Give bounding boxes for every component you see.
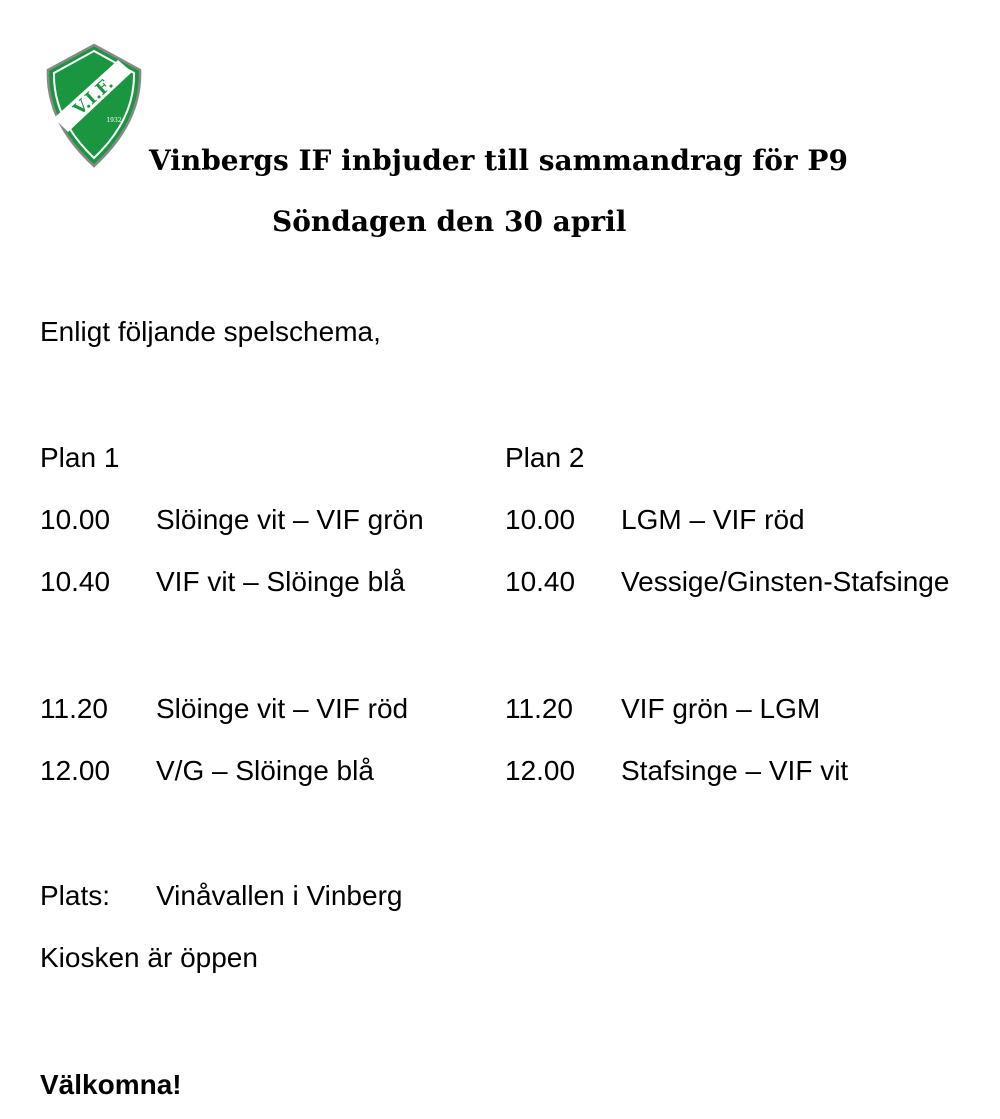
match-teams: VIF grön – LGM (621, 693, 821, 724)
welcome-text: Välkomna! (40, 1069, 182, 1100)
match-time: 10.40 (505, 566, 576, 597)
match-time: 10.00 (40, 504, 111, 535)
match-time: 12.00 (40, 755, 111, 786)
match-teams: Slöinge vit – VIF grön (156, 504, 424, 535)
document-title: Vinbergs IF inbjuder till sammandrag för P9 (149, 144, 848, 177)
match-time: 12.00 (505, 755, 576, 786)
intro-text: Enligt följande spelschema, (40, 316, 381, 347)
venue-value: Vinåvallen i Vinberg (156, 880, 403, 911)
match-teams: LGM – VIF röd (621, 504, 805, 535)
match-teams: VIF vit – Slöinge blå (156, 566, 406, 597)
plan-1-heading: Plan 1 (40, 442, 120, 473)
kiosk-note: Kiosken är öppen (40, 942, 258, 973)
match-teams: Stafsinge – VIF vit (621, 755, 849, 786)
match-time: 10.40 (40, 566, 111, 597)
match-time: 11.20 (505, 693, 573, 724)
match-teams: V/G – Slöinge blå (156, 755, 374, 786)
logo-letters: V.I.F. (69, 73, 118, 120)
venue-label: Plats: (40, 880, 111, 911)
match-time: 10.00 (505, 504, 576, 535)
match-time: 11.20 (40, 693, 108, 724)
match-teams: Slöinge vit – VIF röd (156, 693, 409, 724)
plan-2-heading: Plan 2 (505, 442, 585, 473)
event-date: Söndagen den 30 april (272, 205, 627, 238)
match-teams: Vessige/Ginsten-Stafsinge (621, 566, 950, 597)
club-logo (44, 42, 144, 170)
logo-year: 1932 (106, 117, 122, 124)
